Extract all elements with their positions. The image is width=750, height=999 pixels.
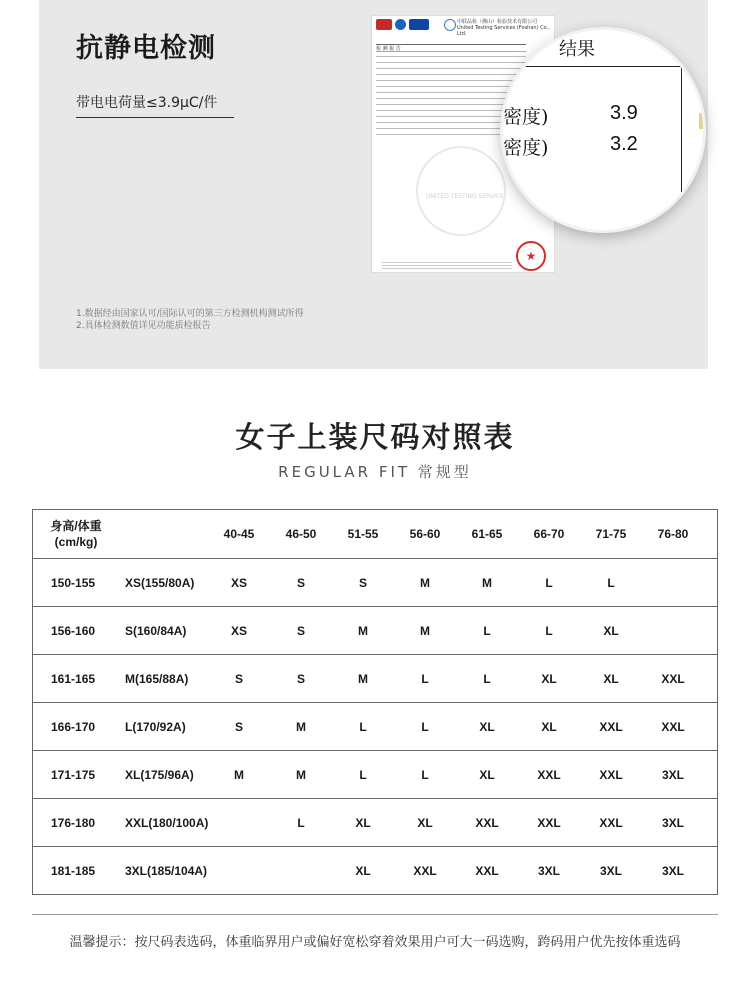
size-cell: XL <box>603 672 619 686</box>
table-header-row <box>33 510 717 558</box>
weight-column-header: 76-80 <box>657 527 689 541</box>
size-cell: XL <box>541 720 557 734</box>
magnifier-header: 结果 <box>559 39 595 60</box>
report-company <box>457 19 554 37</box>
size-cell: L <box>359 720 367 734</box>
size-cell: S <box>296 672 305 686</box>
size-cell: L <box>607 576 615 590</box>
size-cell: XL <box>417 816 433 830</box>
report-watermark-text: UNITED TESTING SERVICE <box>426 193 504 200</box>
size-cell: M <box>482 576 492 590</box>
height-weight-unit: (cm/kg) <box>54 535 98 549</box>
report-doc-title: 检 测 报 告 <box>376 46 401 52</box>
weight-column-header: 51-55 <box>347 527 379 541</box>
report-footer-lines <box>382 262 512 273</box>
ilac-logo <box>376 19 392 30</box>
size-chart-subtitle: REGULAR FIT 常规型 <box>278 463 472 481</box>
uts-logo-icon <box>444 19 456 31</box>
size-cell: M <box>358 672 368 686</box>
size-cell: XXL <box>599 816 623 830</box>
report-company-cn: 中联品检（佛山）检验技术有限公司 <box>457 19 538 25</box>
size-cell: M <box>296 768 306 782</box>
size-tip: 温馨提示：按尺码表选码，体重临界用户或偏好宽松穿着效果用户可大一码选购，跨码用户优先按体重选码 <box>69 935 681 950</box>
height-weight-header <box>41 510 111 558</box>
size-cell: XL <box>355 816 371 830</box>
charge-spec: 带电电荷量≤3.9μC/件 <box>76 95 218 111</box>
size-cell: L <box>545 576 553 590</box>
size-cell: M <box>420 576 430 590</box>
height-range: 161-165 <box>51 672 96 686</box>
size-cell: XXL <box>661 672 685 686</box>
size-cell: XXL <box>599 720 623 734</box>
height-range: 150-155 <box>51 576 96 590</box>
magnifier-rule <box>503 66 703 67</box>
size-cell: L <box>421 720 429 734</box>
size-cell: XL <box>479 720 495 734</box>
weight-column-header: 71-75 <box>595 527 627 541</box>
magnifier-row-value: 3.2 <box>610 133 638 155</box>
tip-divider <box>32 914 718 915</box>
table-row <box>33 654 717 702</box>
weight-column-header: 46-50 <box>285 527 317 541</box>
size-cell: XS <box>230 576 247 590</box>
size-cell: XXL <box>413 864 437 878</box>
height-range: 156-160 <box>51 624 96 638</box>
size-cell: XXL <box>661 720 685 734</box>
size-cell: L <box>421 768 429 782</box>
size-cell: M <box>234 768 244 782</box>
report-title-row <box>376 44 526 52</box>
weight-column-header: 40-45 <box>223 527 255 541</box>
size-cell: S <box>358 576 367 590</box>
size-label: M(165/88A) <box>125 672 189 686</box>
cnas-logo <box>409 19 429 30</box>
height-range: 176-180 <box>51 816 96 830</box>
size-cell: XS <box>230 624 247 638</box>
table-row <box>33 846 717 894</box>
size-cell <box>270 847 332 895</box>
size-cell: M <box>296 720 306 734</box>
size-cell <box>642 607 704 655</box>
height-weight-label: 身高/体重 <box>50 519 102 533</box>
note-2: 2.具体检测数值详见功能质检报告 <box>76 321 211 331</box>
table-row <box>33 750 717 798</box>
height-range: 171-175 <box>51 768 96 782</box>
size-cell: XL <box>355 864 371 878</box>
size-cell: L <box>421 672 429 686</box>
weight-column-header: 56-60 <box>409 527 441 541</box>
magnifier-fragment <box>699 113 705 129</box>
magnifier-zoom <box>500 27 706 233</box>
spec-underline <box>76 117 234 118</box>
size-cell: L <box>359 768 367 782</box>
size-cell: 3XL <box>661 816 684 830</box>
size-cell: XL <box>603 624 619 638</box>
size-cell: XXL <box>475 864 499 878</box>
size-cell: S <box>234 672 243 686</box>
table-row <box>33 606 717 654</box>
size-chart-title: 女子上装尺码对照表 <box>235 420 515 454</box>
test-notes <box>76 308 304 332</box>
height-range: 181-185 <box>51 864 96 878</box>
size-label: XS(155/80A) <box>125 576 195 590</box>
weight-column-header: 61-65 <box>471 527 503 541</box>
size-cell: L <box>483 624 491 638</box>
size-label: L(170/92A) <box>125 720 186 734</box>
size-cell: XL <box>541 672 557 686</box>
magnifier-row-value: 3.9 <box>610 102 638 124</box>
size-cell: 3XL <box>599 864 622 878</box>
table-row <box>33 798 717 846</box>
weight-column-header: 66-70 <box>533 527 565 541</box>
size-cell: XL <box>479 768 495 782</box>
size-label: S(160/84A) <box>125 624 187 638</box>
size-cell: S <box>296 576 305 590</box>
report-company-en: United Testing Services (Foshan) Co., Ltd. <box>457 25 550 37</box>
size-cell <box>208 799 270 847</box>
size-cell <box>208 847 270 895</box>
size-cell: 3XL <box>661 768 684 782</box>
size-cell: XXL <box>599 768 623 782</box>
size-cell: S <box>296 624 305 638</box>
size-cell <box>642 559 704 607</box>
cma-logo <box>395 19 406 30</box>
anti-static-title: 抗静电检测 <box>76 33 216 64</box>
table-row <box>33 702 717 750</box>
red-seal-icon: ★ <box>516 241 546 271</box>
size-cell: L <box>297 816 305 830</box>
size-cell: S <box>234 720 243 734</box>
size-cell: L <box>545 624 553 638</box>
height-range: 166-170 <box>51 720 96 734</box>
size-cell: XXL <box>537 816 561 830</box>
anti-static-panel <box>39 0 708 369</box>
size-cell: XXL <box>475 816 499 830</box>
size-cell: L <box>483 672 491 686</box>
size-cell: M <box>358 624 368 638</box>
size-cell: 3XL <box>661 864 684 878</box>
accreditation-logos <box>376 19 429 30</box>
size-label: 3XL(185/104A) <box>125 864 208 878</box>
magnifier-row-label: 密度) <box>503 106 549 128</box>
size-cell: M <box>420 624 430 638</box>
size-cell: XXL <box>537 768 561 782</box>
table-row <box>33 558 717 606</box>
size-label: XXL(180/100A) <box>125 816 209 830</box>
uts-watermark-icon <box>416 146 506 236</box>
size-chart-table <box>32 509 718 895</box>
size-cell: 3XL <box>537 864 560 878</box>
magnifier-column-rule <box>681 66 682 233</box>
magnifier-row-label: 密度) <box>503 137 549 159</box>
note-1: 1.数据经由国家认可/国际认可的第三方检测机构测试所得 <box>76 309 304 319</box>
size-label: XL(175/96A) <box>125 768 194 782</box>
